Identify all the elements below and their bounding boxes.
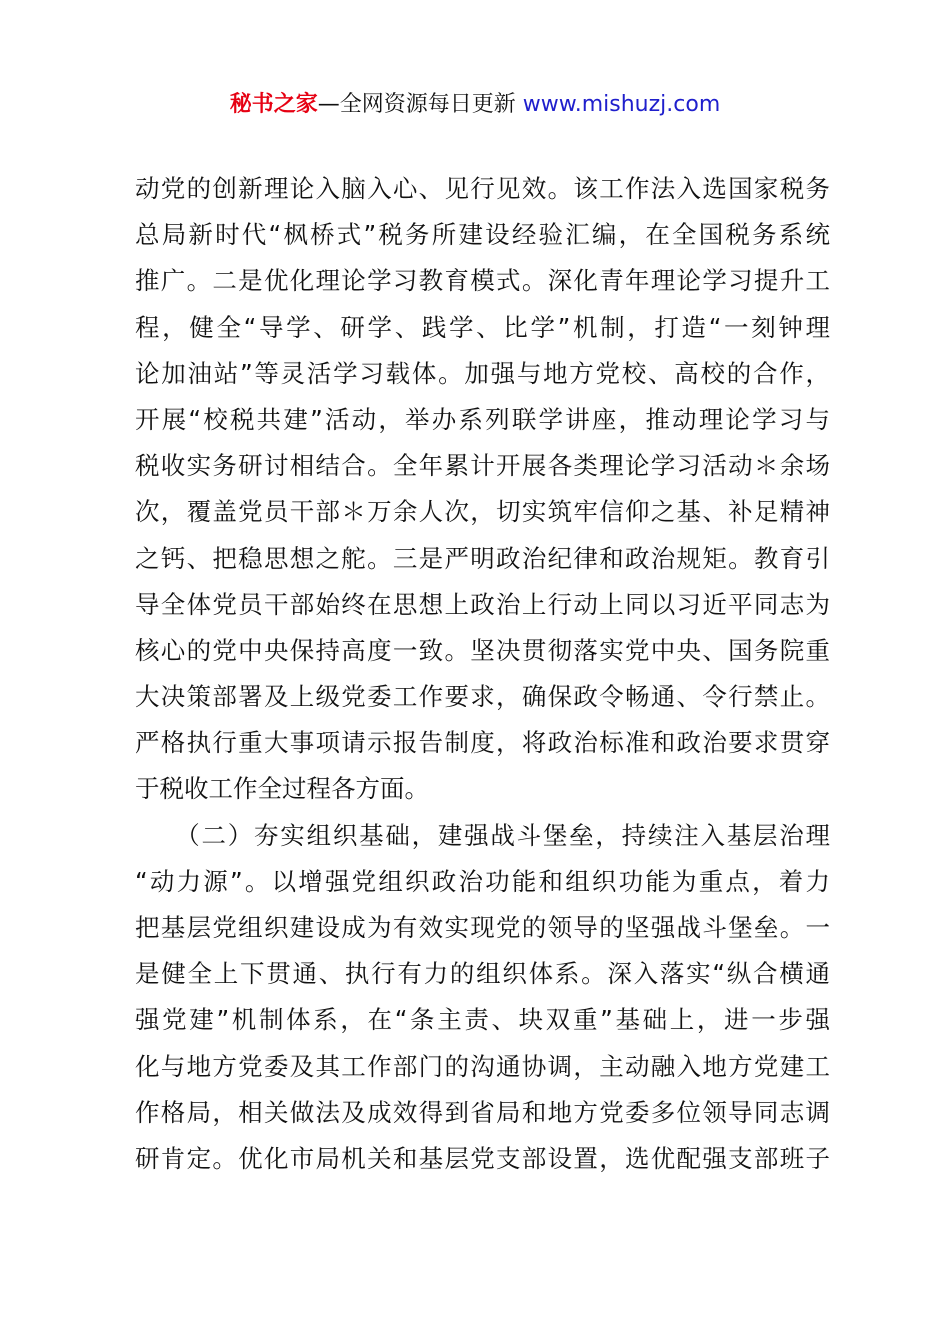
text-line: 次，覆盖党员干部＊万余人次，切实筑牢信仰之基、补足精神 [135,497,830,527]
text-line: 严格执行重大事项请示报告制度，将政治标准和政治要求贯穿 [135,728,830,758]
header-tagline: —全网资源每日更新 [317,92,516,117]
section-heading-line: （二）夯实组织基础，建强战斗堡垒，持续注入基层治理 [135,820,830,850]
text-line: 是健全上下贯通、执行有力的组织体系。深入落实“纵合横通 [135,959,830,989]
text-line: 推广。二是优化理论学习教育模式。深化青年理论学习提升工 [135,266,830,296]
text-line: 论加油站”等灵活学习载体。加强与地方党校、高校的合作， [135,358,830,388]
text-line: 大决策部署及上级党委工作要求，确保政令畅通、令行禁止。 [135,682,830,712]
text-line: 之钙、把稳思想之舵。三是严明政治纪律和政治规矩。教育引 [135,543,830,573]
text-line: 作格局，相关做法及成效得到省局和地方党委多位领导同志调 [135,1097,830,1127]
website-link[interactable]: www.mishuzj.com [522,92,721,117]
text-line: 强党建”机制体系，在“条主责、块双重”基础上，进一步强 [135,1005,830,1035]
text-line: 核心的党中央保持高度一致。坚决贯彻落实党中央、国务院重 [135,635,830,665]
text-line: 动党的创新理论入脑入心、见行见效。该工作法入选国家税务 [135,174,830,203]
text-line: 程，健全“导学、研学、践学、比学”机制，打造“一刻钟理 [135,312,830,342]
paragraph-end-line: 于税收工作全过程各方面。 [135,774,429,804]
text-line: 把基层党组织建设成为有效实现党的领导的坚强战斗堡垒。一 [135,913,830,942]
text-line: 开展“校税共建”活动，举办系列联学讲座，推动理论学习与 [135,404,830,434]
text-line: 化与地方党委及其工作部门的沟通协调，主动融入地方党建工 [135,1051,830,1081]
page-header [0,88,950,122]
document-body [135,166,830,1182]
text-line: 税收实务研讨相结合。全年累计开展各类理论学习活动＊余场 [135,451,830,481]
text-line: “动力源”。以增强党组织政治功能和组织功能为重点，着力 [135,866,830,896]
text-line: 总局新时代“枫桥式”税务所建设经验汇编，在全国税务系统 [135,220,830,250]
text-line: 导全体党员干部始终在思想上政治上行动上同以习近平同志为 [135,589,830,619]
text-line: 研肯定。优化市局机关和基层党支部设置，选优配强支部班子 [135,1143,830,1173]
brand-name: 秘书之家 [229,92,318,117]
